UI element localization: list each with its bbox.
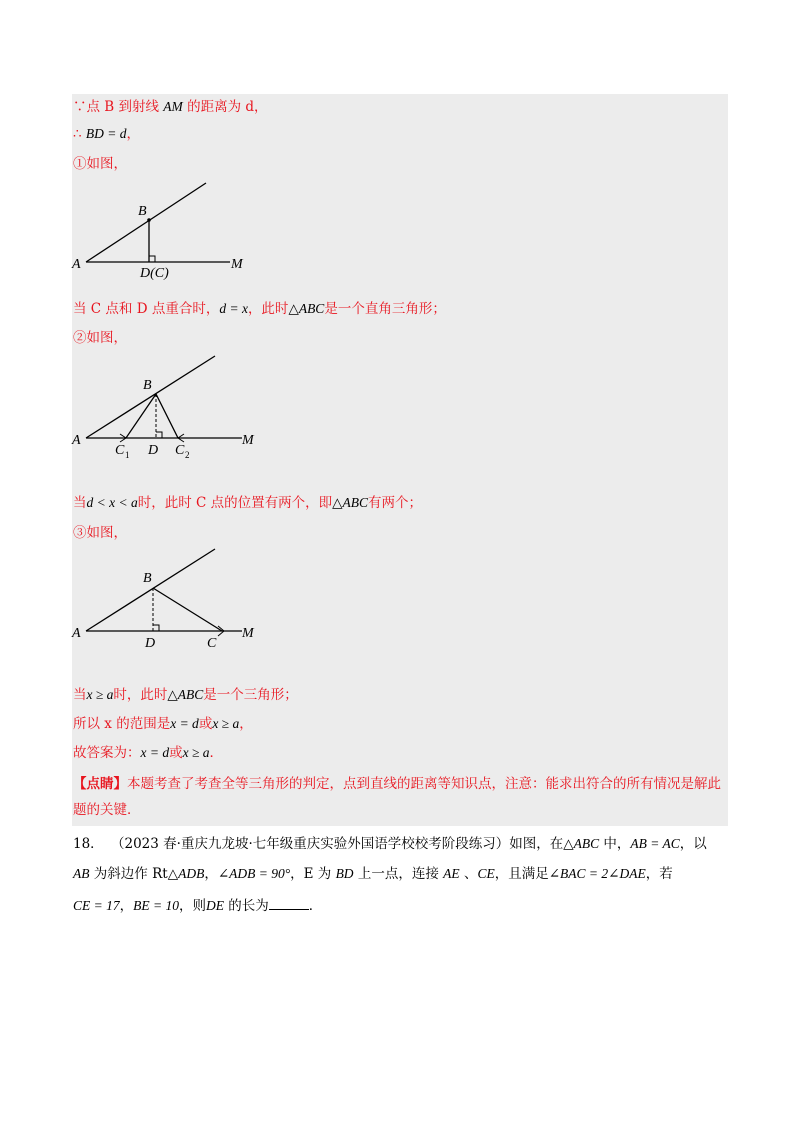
text: 的距离为 d，	[182, 99, 268, 115]
label-d: D	[148, 443, 159, 458]
label-c1: C	[115, 443, 125, 458]
text: 故答案为：	[73, 745, 141, 761]
math: AB = AC	[630, 836, 680, 851]
text: ，若	[645, 866, 673, 882]
text: ，则	[178, 898, 206, 914]
text: ．	[209, 745, 224, 761]
math: AM	[163, 99, 183, 114]
case3-text	[73, 685, 298, 705]
segment-bc	[153, 588, 222, 631]
case1-title: ①如图，	[73, 156, 127, 172]
segment-bc2	[156, 394, 178, 438]
math: x = d	[170, 716, 199, 731]
question-source: （2023 春·重庆九龙坡·七年级重庆实验外国语学校校考阶段练习）如图，在	[111, 836, 564, 852]
math: DE	[205, 898, 224, 913]
question-18-line-3	[73, 896, 322, 916]
right-angle-mark	[156, 432, 162, 438]
text: ，	[239, 716, 253, 732]
solution-line-2	[73, 124, 140, 144]
math: △ABC	[288, 301, 325, 316]
text: ，且满足	[494, 866, 549, 882]
text: ，	[126, 126, 140, 142]
case2-title: ②如图，	[73, 330, 127, 346]
math: x ≥ a	[212, 716, 240, 731]
right-angle-mark	[153, 625, 159, 631]
text: 所以 x 的范围是	[73, 716, 171, 732]
text: 为斜边作 Rt	[89, 866, 168, 882]
right-angle-mark	[149, 256, 155, 262]
case2-text	[73, 493, 422, 513]
solution-line-1	[73, 97, 268, 117]
text: ∵点 B 到射线	[73, 99, 164, 115]
figure-1	[70, 176, 260, 281]
math: d < x < a	[86, 495, 138, 510]
point-b	[147, 218, 151, 222]
label-c: C	[207, 636, 217, 651]
text: ，以	[679, 836, 707, 852]
math: BD = d	[85, 126, 127, 141]
label-a: A	[72, 433, 81, 448]
label-a: A	[72, 257, 81, 272]
label-c2-sub: 2	[185, 450, 190, 460]
label-d-c: D(C)	[140, 266, 169, 281]
text: 中，	[599, 836, 631, 852]
math: △ADB	[167, 866, 205, 881]
comment-block	[73, 771, 723, 823]
label-m: M	[231, 257, 243, 272]
text: 当 C 点和 D 点重合时，	[73, 301, 220, 317]
math: AE	[443, 866, 460, 881]
comment-tag: 【点睛】	[73, 776, 127, 792]
figure-3	[70, 545, 270, 655]
question-number: 18．	[73, 836, 104, 852]
text: 当	[73, 495, 87, 511]
text: 有两个；	[368, 495, 423, 511]
text: 、	[459, 866, 478, 882]
case3-title: ③如图，	[73, 525, 127, 541]
math: ∠ADB = 90°	[217, 866, 291, 881]
math: d = x	[219, 301, 248, 316]
math: △ABC	[563, 836, 600, 851]
ray-ab	[86, 356, 215, 438]
label-c2: C	[175, 443, 185, 458]
text: 时，此时 C 点的位置有两个，即	[137, 495, 333, 511]
label-b: B	[143, 571, 152, 586]
math: CE = 17	[73, 898, 120, 913]
label-b: B	[143, 378, 152, 393]
label-m: M	[242, 626, 254, 641]
math: AB	[73, 866, 90, 881]
text: 当	[73, 687, 87, 703]
comment-text: 本题考查了考查全等三角形的判定，点到直线的距离等知识点，注意：能求出符合的所有情况是解此题的关键．	[73, 776, 721, 818]
math: x ≥ a	[182, 745, 210, 760]
math: BE = 10	[133, 898, 179, 913]
label-b: B	[138, 204, 147, 219]
math: △ABC	[167, 687, 204, 702]
segment-bc1	[126, 394, 156, 438]
label-c1-sub: 1	[125, 450, 130, 460]
text: ∴	[73, 126, 86, 142]
text: ，	[204, 866, 218, 882]
ray-ab	[86, 183, 206, 262]
math: x = d	[140, 745, 170, 760]
math: ∠BAC = 2∠DAE	[548, 866, 646, 881]
ray-ab	[86, 549, 215, 631]
case1-text	[73, 299, 446, 319]
question-18-line-1	[73, 834, 707, 854]
question-18-line-2	[73, 864, 673, 884]
label-m: M	[242, 433, 254, 448]
answer-blank[interactable]	[269, 897, 309, 910]
label-d: D	[145, 636, 156, 651]
text: 或	[169, 745, 183, 761]
text: 上一点，连接	[353, 866, 444, 882]
figure-2	[70, 350, 270, 465]
text: 或	[198, 716, 213, 732]
math: △ABC	[332, 495, 369, 510]
text: 是一个三角形；	[203, 687, 298, 703]
math: CE	[477, 866, 495, 881]
text: ．	[308, 898, 323, 914]
text: ，E 为	[290, 866, 336, 882]
text: 的长为	[223, 898, 269, 914]
label-a: A	[72, 626, 81, 641]
text: ，	[119, 898, 134, 914]
math: x ≥ a	[86, 687, 114, 702]
text: 是一个直角三角形；	[324, 301, 446, 317]
text: 时，此时	[113, 687, 168, 703]
range-line	[73, 714, 253, 734]
answer-line	[73, 743, 223, 763]
text: ，此时	[247, 301, 289, 317]
math: BD	[335, 866, 354, 881]
